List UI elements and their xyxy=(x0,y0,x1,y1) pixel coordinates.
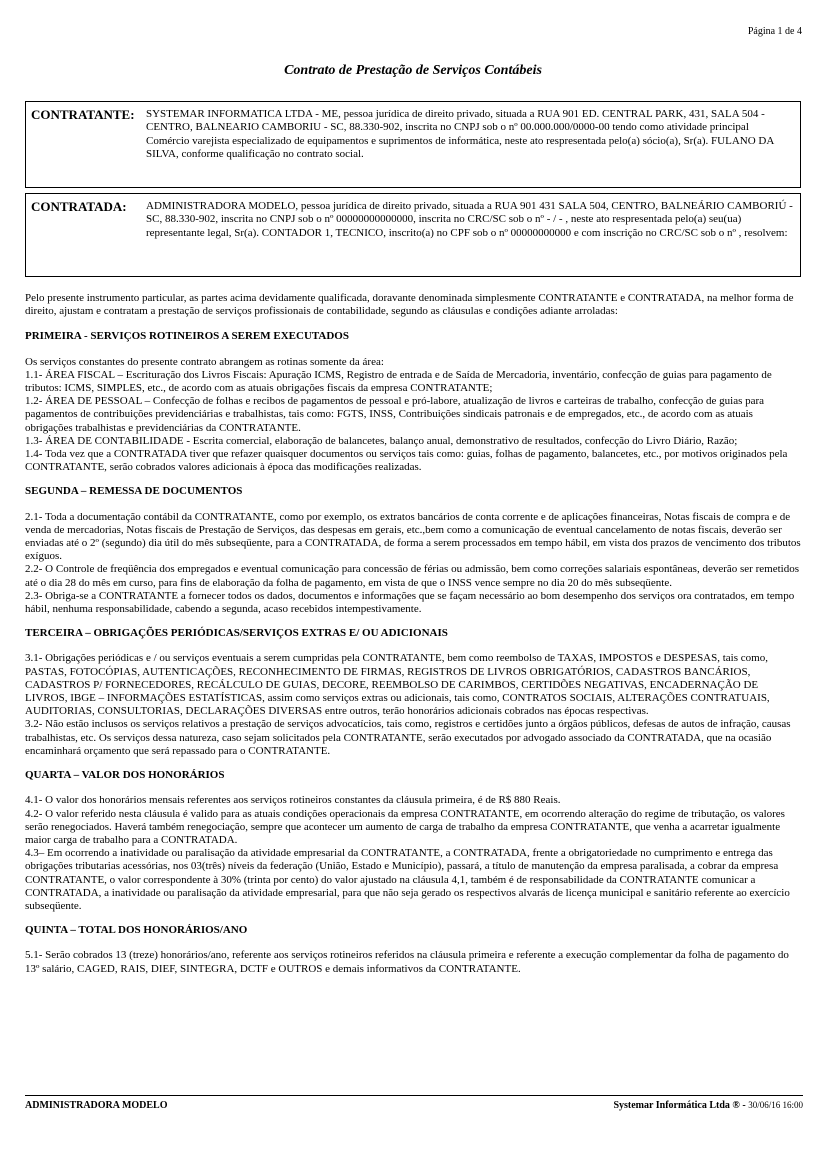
section-heading-segunda: SEGUNDA – REMESSA DE DOCUMENTOS xyxy=(25,485,243,498)
contract-body xyxy=(25,292,803,976)
clause-3-1: 3.1- Obrigações periódicas e / ou serviços eventuais a serem cumpridas pela CONTRATANTE, bem como reembolso de TAXAS, IMPOSTOS e DESPESAS, tais como, PASTAS, FOTOCÓPIAS, AUTENTICAÇÕES, RECONHECIMENTO DE FIRMAS, REGISTROS DE LIVROS OBRIGATÓRIOS, CADASTROS BANCÁRIOS, CADASTROS P/ FORNECEDORES, RECÁLCULO DE GUIAS, DECORE, REEMBOLSO DE CARIMBOS, CERTIDÕES NEGATIVAS, ENCADERNAÇÃO DE LIVROS, IBGE – INFORMAÇÕES ESTATÍSTICAS, assim como serviços extras ou adicionais, tais como, CONTRATOS SOCIAIS, ALTERAÇÕES CONTRATUAIS, AUDITORIAS, CONSULTORIAS, DECLARAÇÕES DIVERSAS entre outros, terão honorários adicionais cobrados nas épocas respectivas. xyxy=(25,652,770,718)
section-heading-quinta: QUINTA – TOTAL DOS HONORÁRIOS/ANO xyxy=(25,924,248,937)
clause-1-4: 1.4- Toda vez que a CONTRATADA tiver que refazer quaisquer documentos ou serviços tais como: guias, folhas de pagamento, balancetes, etc., por motivos originados pela CONTRATANTE, serão cobrados valores adicionais à época das modificações realizadas. xyxy=(25,448,788,474)
contratada-text: ADMINISTRADORA MODELO, pessoa jurídica de direito privado, situada a RUA 901 431 SALA 504, CENTRO, BALNEÁRIO CAMBORIÚ - SC, 88.330-902, inscrita no CNPJ sob o nº 00000000000000, inscrita no CRC/SC sob o nº - / - , neste ato respresentada pelo(a) seu(ua) representante legal, Sr(a). CONTADOR 1, TECNICO, inscrito(a) no CPF sob o nº 00000000000 e com inscrição no CRC/SC sob o nº , resolvem: xyxy=(146,200,793,239)
contract-title: Contrato de Prestação de Serviços Contábeis xyxy=(284,63,542,78)
intro-paragraph: Pelo presente instrumento particular, as partes acima devidamente qualificada, doravante denominada simplesmente CONTRATANTE e CONTRATADA, na melhor forma de direito, ajustam e contratam a prestação de serviços profissionais de contabilidade, segundo as cláusulas e condições adiante arroladas: xyxy=(25,292,794,318)
contratante-box xyxy=(25,101,801,188)
section-heading-quarta: QUARTA – VALOR DOS HONORÁRIOS xyxy=(25,769,225,782)
clause-2-2: 2.2- O Controle de freqüência dos empregados e eventual comunicação para concessão de férias ou admissão, bem como correções salariais espontâneas, deverão ser remetidos até o dia 28 do mês em curso, para fins de elaboração da folha de pagamento, em vista de que o INSS vence sempre no dia 20 do mês subseqüente. xyxy=(25,563,799,589)
footer-software: Systemar Informática Ltda ® - xyxy=(613,1100,746,1111)
clause-1-1: 1.1- ÁREA FISCAL – Escrituração dos Livros Fiscais: Apuração ICMS, Registro de entrada e de Saída de Mercadoria, inventário, confecção de guias para pagamento de tributos: ICMS, SIMPLES, etc., de acordo com as atuais obrigações fiscais da empresa CONTRATANTE; xyxy=(25,368,772,395)
clause-4-3: 4.3– Em ocorrendo a inatividade ou paralisação da atividade empresarial da CONTRATANTE, a CONTRATADA, frente a obrigatoriedade no cumprimento e entrega das obrigações tributarias acessórias, nos 03(três) níveis da federação (União, Estado e Município), passará, a título de manutenção da empresa paralisada, a cobrar da empresa CONTRATANTE, o valor correspondente à 30% (trinta por cento) do valor ajustado na cláusula 4,1, também é de responsabilidade da CONTRATANTE comunicar a CONTRATADA, a inatividade ou paralisação da atividade empresarial, para que não seja gerado os respectivos alvarás de licença municipal e sanitário referente ao exercício subseqüente. xyxy=(25,847,790,912)
footer-date: 30/06/16 16:00 xyxy=(748,1100,803,1110)
contratante-label: CONTRATANTE: xyxy=(31,107,135,122)
contratante-text: SYSTEMAR INFORMATICA LTDA - ME, pessoa jurídica de direito privado, situada a RUA 901 ED. CENTRAL PARK, 431, SALA 504 - CENTRO, BALNEARIO CAMBORIU - SC, 88.330-902, inscrita no CNPJ sob o nº 00.000.000/0000-00 tendo como atividade principal Comércio varejista especializado de equipamentos e suprimentos de informática, neste ato respresentada pelo(a) sócio(a), Sr(a). FULANO DA SILVA, conforme qualificação no contrato social. xyxy=(146,108,774,161)
footer-signature xyxy=(613,1100,803,1111)
clause-2-1: 2.1- Toda a documentação contábil da CONTRATANTE, como por exemplo, os extratos bancários de conta corrente e de aplicações financeiras, Notas fiscais de compra e de venda de mercadorias, Notas fiscais de Prestação de Serviços, das despesas em gerais, etc.,bem como a comunicação de eventual cancelamento de notas fiscais, deverão ser enviadas até o 2º (segundo) dia útil do mês subseqüente, para a CONTRATADA, de forma a serem processados em tempo hábil, em vista dos prazos de vencimento dos tributos exíguos. xyxy=(25,510,801,563)
contratada-label: CONTRATADA: xyxy=(31,199,127,214)
clause-4-1: 4.1- O valor dos honorários mensais referentes aos serviços rotineiros constantes da cláusula primeira, é de R$ 880 Reais. xyxy=(25,794,561,807)
page-footer xyxy=(25,1095,803,1111)
clause-1-2: 1.2- ÁREA DE PESSOAL – Confecção de folhas e recibos de pagamentos de pessoal e pró-labore, atualização de livros e carteiras de trabalho, confecção de guias para pagamentos de contribuições previdenciárias e trabalhistas, tais como: FGTS, INSS, Contribuições sindicais patronais e de empregados, etc., de acordo com as atuais obrigações trabalhistas e previdenciárias da CONTRATANTE. xyxy=(25,395,765,434)
clause-1-3: 1.3- ÁREA DE CONTABILIDADE - Escrita comercial, elaboração de balancetes, balanço anual, demonstrativo de resultados, confecção do Livro Diário, Razão; xyxy=(25,434,738,447)
clause-paragraph: Os serviços constantes do presente contrato abrangem as rotinas somente da área: xyxy=(25,355,384,368)
footer-company: ADMINISTRADORA MODELO xyxy=(25,1100,168,1111)
contratada-box xyxy=(25,193,801,277)
clause-3-2: 3.2- Não estão inclusos os serviços relativos a prestação de serviços advocatícios, tais como, registros e certidões junto a órgãos públicos, defesas de autos de infração, causas trabalhistas, etc. Os serviços dessa natureza, caso sejam solicitados pela CONTRATANTE, serão executados por advogado associado da CONTRATADA, que na ocasião encaminhará orçamento que será repassado para o CONTRATANTE. xyxy=(25,718,791,757)
clause-5-1: 5.1- Serão cobrados 13 (treze) honorários/ano, referente aos serviços rotineiros referidos na cláusula primeira e referente a execução complementar da folha de pagamento do 13º salário, CAGED, RAIS, DIEF, SINTEGRA, DCTF e OUTROS e demais informativos da CONTRATANTE. xyxy=(25,949,789,975)
section-heading-primeira: PRIMEIRA - SERVIÇOS ROTINEIROS A SEREM EXECUTADOS xyxy=(25,330,349,343)
clause-2-3: 2.3- Obriga-se a CONTRATANTE a fornecer todos os dados, documentos e informações que se façam necessário ao bom desempenho dos serviços ora contratados, em tempo hábil, nenhuma responsabilidade, cabendo a segunda, acaso recebidos intempestivamente. xyxy=(25,589,795,616)
clause-4-2: 4.2- O valor referido nesta cláusula é valido para as atuais condições operacionais da empresa CONTRATANTE, em ocorrendo alteração do regime de tributação, os valores serão renegociados. Haverá também renegociação, sempre que acontecer um aumento de carga de trabalho da empresa CONTRATANTE, que venha a acarretar igualmente maior carga de trabalho para a CONTRATADA. xyxy=(25,807,785,846)
page-number: Página 1 de 4 xyxy=(747,26,802,37)
section-heading-terceira: TERCEIRA – OBRIGAÇÕES PERIÓDICAS/SERVIÇOS EXTRAS E/ OU ADICIONAIS xyxy=(25,627,448,640)
